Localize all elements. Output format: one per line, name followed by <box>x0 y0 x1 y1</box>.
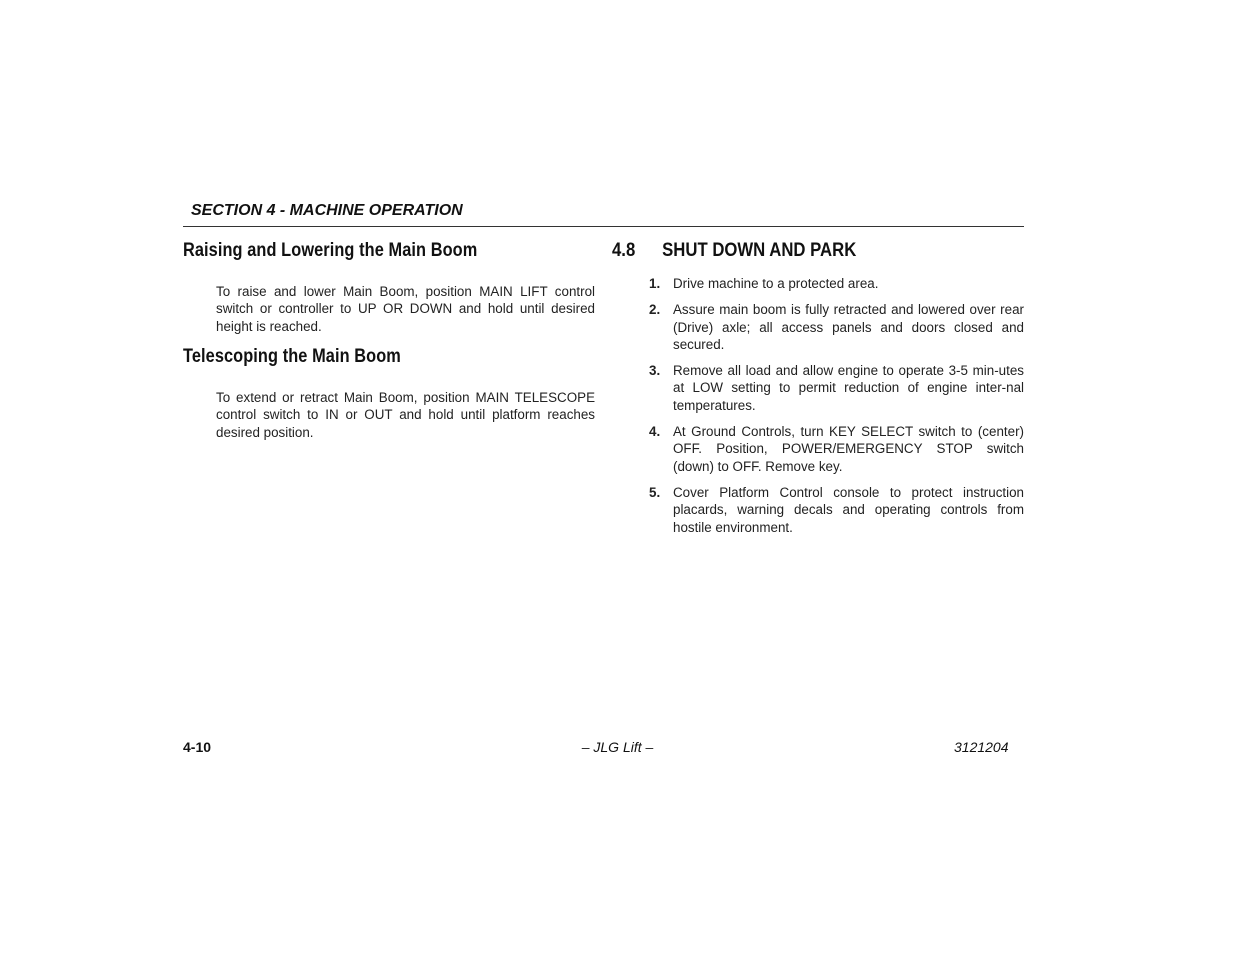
raise-paragraph: To raise and lower Main Boom, position MAIN LIFT control switch or controller to UP OR DOWN and hold until desired height is reached. <box>216 284 595 334</box>
step-number: 5. <box>649 484 661 500</box>
section-number: 4.8 <box>612 240 636 261</box>
step-text: At Ground Controls, turn KEY SELECT switch to (center) OFF. Position, POWER/EMERGENCY STOP switch (down) to OFF. Remove key. <box>673 424 1024 474</box>
step-text: Remove all load and allow engine to operate 3-5 min-utes at LOW setting to permit reduction of engine inter-nal temperatures. <box>673 363 1024 413</box>
list-item <box>649 423 1024 475</box>
shutdown-steps <box>649 275 1024 545</box>
document-number: 3121204 <box>954 739 1009 755</box>
step-number: 3. <box>649 363 661 379</box>
list-item <box>649 484 1024 536</box>
header-rule <box>183 226 1024 227</box>
list-item <box>649 362 1024 414</box>
step-number: 2. <box>649 302 661 318</box>
step-text: Drive machine to a protected area. <box>673 276 879 291</box>
footer-center: – JLG Lift – <box>581 739 654 755</box>
list-item <box>649 275 1024 292</box>
step-text: Assure main boom is fully retracted and lowered over rear (Drive) axle; all access panels and doors closed and secured. <box>673 302 1024 352</box>
step-text: Cover Platform Control console to protect instruction placards, warning decals and operating controls from hostile environment. <box>673 484 1024 535</box>
telescope-heading: Telescoping the Main Boom <box>183 346 401 367</box>
section-header: SECTION 4 - MACHINE OPERATION <box>191 202 463 219</box>
step-number: 1. <box>649 276 661 291</box>
page-number: 4-10 <box>183 739 212 755</box>
list-item <box>649 301 1024 353</box>
raise-heading: Raising and Lowering the Main Boom <box>183 240 478 261</box>
telescope-paragraph: To extend or retract Main Boom, position MAIN TELESCOPE control switch to IN or OUT and hold until platform reaches desired position. <box>216 390 595 440</box>
step-number: 4. <box>649 424 661 440</box>
section-title <box>612 240 856 262</box>
section-title-text: SHUT DOWN AND PARK <box>662 240 857 261</box>
